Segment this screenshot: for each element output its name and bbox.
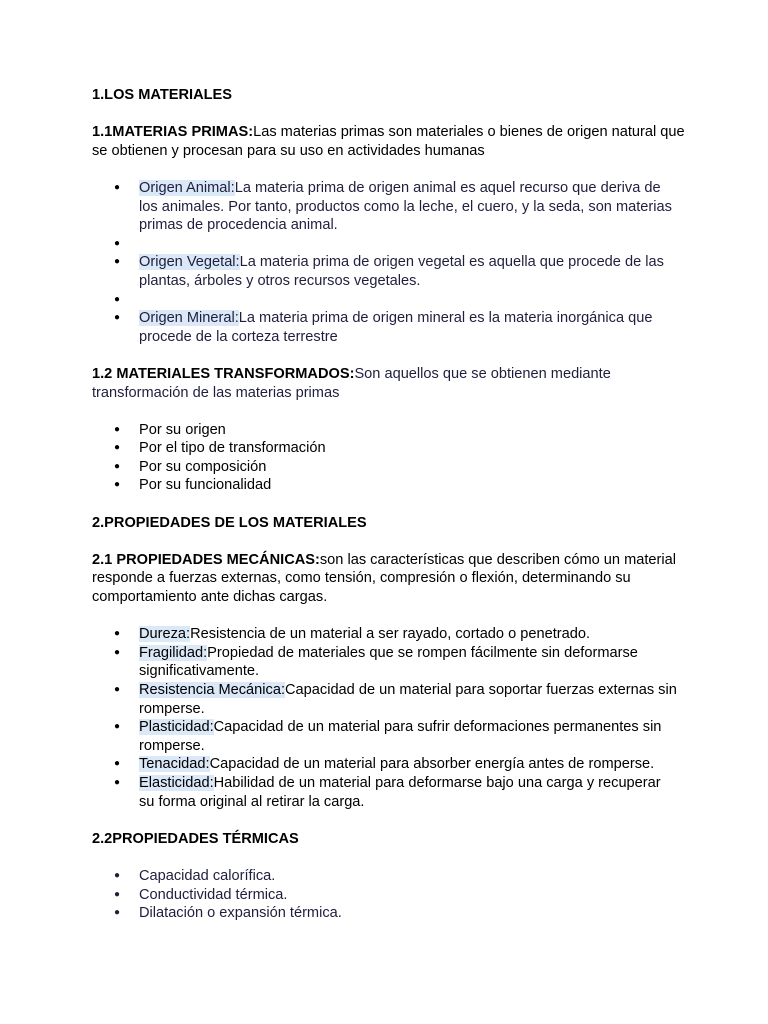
list-item-term: Plasticidad:: [139, 719, 214, 736]
clasificacion-list: [92, 421, 692, 495]
list-item: [92, 253, 679, 290]
termicas-list: [92, 867, 692, 923]
list-item: ● Capacidad calorífica.: [92, 867, 679, 886]
list-item-term: Origen Vegetal:: [139, 254, 240, 271]
list-item-term: Resistencia Mecánica:: [139, 682, 286, 698]
list-item: [92, 681, 679, 718]
mecanicas-list: [92, 625, 692, 811]
list-item-term: Elasticidad:: [139, 774, 214, 791]
list-item-term: Origen Mineral:: [139, 310, 239, 327]
materias-primas-text: Las materias primas son materiales o bienes de origen natural que se obtienen y procesan para su uso en actividades humanas: [92, 124, 685, 159]
list-item: [92, 718, 679, 755]
materias-primas-heading: 1.1MATERIAS PRIMAS:: [92, 124, 254, 141]
list-item-text: La materia prima de origen mineral es la materia inorgánica que procede de la corteza terrestre: [139, 310, 653, 345]
list-item: ● Por el tipo de transformación: [92, 439, 679, 458]
list-item: [92, 755, 679, 774]
document-page: [92, 86, 692, 923]
list-item-text: La materia prima de origen vegetal es aquella que procede de las plantas, árboles y otros recursos vegetales.: [139, 254, 664, 289]
propiedades-mecanicas-text: son las características que describen cómo un material responde a fuerzas externas, como tensión, compresión o flexión, determinando su comportamiento ante dichas cargas.: [92, 551, 676, 606]
list-item: [92, 774, 679, 811]
list-item-text: Propiedad de materiales que se rompen fácilmente sin deformarse significativamente.: [139, 644, 638, 680]
list-item-term: Tenacidad:: [139, 756, 210, 773]
list-item-text: Capacidad de un material para soportar fuerzas externas sin romperse.: [139, 682, 677, 717]
section-title-los-materiales: 1.LOS MATERIALES: [92, 87, 233, 103]
list-item-term: Fragilidad:: [139, 644, 208, 661]
propiedades-termicas-heading: 2.2PROPIEDADES TÉRMICAS: [92, 830, 299, 847]
list-item: [92, 625, 679, 644]
list-item: ● Conductividad térmica.: [92, 886, 679, 905]
list-item-text: Capacidad de un material para absorber energía antes de romperse.: [209, 756, 655, 773]
list-item: ● Por su funcionalidad: [92, 476, 679, 495]
propiedades-mecanicas-heading: 2.1 PROPIEDADES MECÁNICAS:: [92, 551, 320, 568]
list-item: ● Por su origen: [92, 421, 679, 440]
list-item-text: Habilidad de un material para deformarse bajo una carga y recuperar su forma original al retirar la carga.: [139, 774, 661, 810]
materiales-transformados-paragraph: [92, 365, 692, 402]
materiales-transformados-heading: 1.2 MATERIALES TRANSFORMADOS:: [92, 365, 355, 382]
list-item-term: Origen Animal:: [139, 179, 235, 196]
propiedades-mecanicas-paragraph: [92, 551, 692, 607]
materiales-transformados-text: Son aquellos que se obtienen mediante transformación de las materias primas: [92, 365, 611, 401]
list-item: ● Dilatación o expansión térmica.: [92, 904, 679, 923]
list-item: [92, 644, 679, 681]
list-item-text: Capacidad de un material para sufrir deformaciones permanentes sin romperse.: [139, 719, 662, 754]
list-item: [92, 309, 679, 346]
section-title-propiedades: 2.PROPIEDADES DE LOS MATERIALES: [92, 514, 367, 531]
origen-list: [92, 179, 692, 346]
list-item-text: La materia prima de origen animal es aquel recurso que deriva de los animales. Por tanto, productos como la leche, el cuero, y la seda, son materias primas de procedencia animal.: [139, 179, 672, 234]
list-item-text: Resistencia de un material a ser rayado, cortado o penetrado.: [190, 626, 591, 643]
materias-primas-paragraph: [92, 123, 692, 160]
list-item: [92, 179, 679, 235]
list-item-term: Dureza:: [139, 626, 191, 643]
list-item: ● Por su composición: [92, 458, 679, 477]
